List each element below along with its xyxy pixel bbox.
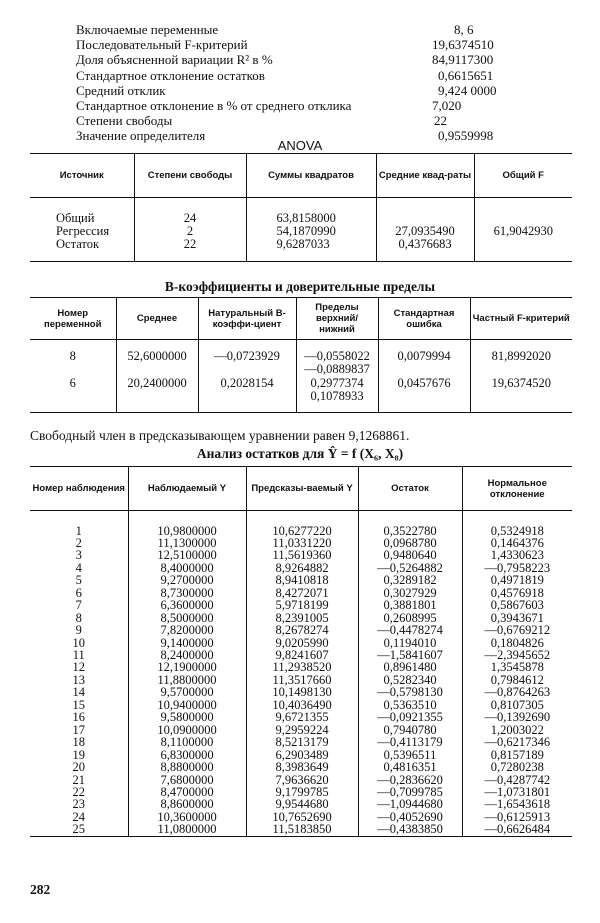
res-normal: —2,3945652 — [462, 649, 572, 661]
res-residual: —0,4478274 — [358, 624, 462, 636]
res-predicted: 8,4272071 — [246, 587, 358, 599]
res-predicted: 8,9264882 — [246, 562, 358, 574]
anova-df: 22 — [134, 238, 246, 262]
res-normal: —0,4287742 — [462, 774, 572, 786]
table-row — [30, 377, 572, 413]
res-predicted: 9,0205990 — [246, 637, 358, 649]
bcoef-se: 0,0457676 — [378, 377, 470, 413]
summary-stats — [76, 22, 546, 144]
bcoef-num: 8 — [30, 350, 116, 377]
res-observed: 9,5700000 — [128, 686, 246, 698]
res-normal: 0,4576918 — [462, 587, 572, 599]
anova-f — [474, 238, 572, 262]
res-obs: 21 — [30, 774, 128, 786]
res-residual: 0,3881801 — [358, 599, 462, 611]
res-predicted: 6,2903489 — [246, 749, 358, 761]
res-residual: 0,5363510 — [358, 699, 462, 711]
stat-value: 7,020 — [432, 97, 462, 113]
res-observed: 8,5000000 — [128, 612, 246, 624]
res-normal: 0,5324918 — [462, 525, 572, 537]
bcoef-f: 19,6374520 — [470, 377, 572, 413]
res-obs: 10 — [30, 637, 128, 649]
res-residual: —0,5264882 — [358, 562, 462, 574]
res-residual: 0,9480640 — [358, 549, 462, 561]
anova-source: Регрессия — [30, 225, 134, 238]
res-observed: 12,5100000 — [128, 549, 246, 561]
anova-ms: 0,4376683 — [376, 238, 474, 262]
res-predicted: 11,5183850 — [246, 823, 358, 836]
anova-ss: 54,1870990 — [246, 225, 376, 238]
anova-header-df: Степени свободы — [134, 154, 246, 198]
table-row — [30, 823, 572, 836]
table-row — [30, 574, 572, 586]
stat-label: Стандартное отклонение в % от среднего отклика — [76, 97, 352, 113]
res-obs: 25 — [30, 823, 128, 836]
res-predicted: 11,3517660 — [246, 674, 358, 686]
res-residual: —0,4052690 — [358, 811, 462, 823]
res-normal: 0,1804826 — [462, 637, 572, 649]
res-predicted: 8,2391005 — [246, 612, 358, 624]
stat-label: Значение определителя — [76, 128, 206, 144]
res-normal: —0,6125913 — [462, 811, 572, 823]
res-observed: 11,1300000 — [128, 537, 246, 549]
res-predicted: 7,9636620 — [246, 774, 358, 786]
anova-f — [474, 212, 572, 225]
anova-df: 24 — [134, 212, 246, 225]
residuals-title: Анализ остатков для Ŷ = f (X₆, X₈) — [196, 446, 404, 461]
stat-row — [76, 52, 546, 67]
res-predicted: 10,7652690 — [246, 811, 358, 823]
bcoef-coef: 0,2028154 — [198, 377, 296, 413]
res-obs: 5 — [30, 574, 128, 586]
res-residual: 0,5282340 — [358, 674, 462, 686]
bcoef-header-limits: Пределы верхний/нижний — [296, 298, 378, 340]
res-observed: 6,8300000 — [128, 749, 246, 761]
res-observed: 10,0900000 — [128, 724, 246, 736]
table-row — [30, 736, 572, 748]
table-row — [30, 761, 572, 773]
anova-header-f: Общий F — [474, 154, 572, 198]
anova-ms: 27,0935490 — [376, 225, 474, 238]
stat-row — [76, 68, 546, 83]
res-obs: 23 — [30, 798, 128, 810]
res-predicted: 11,0331220 — [246, 537, 358, 549]
res-obs: 1 — [30, 525, 128, 537]
res-obs: 12 — [30, 661, 128, 673]
stat-label: Стандартное отклонение остатков — [76, 67, 265, 83]
res-predicted: 11,5619360 — [246, 549, 358, 561]
bcoef-lower: 0,1078933 — [310, 389, 364, 403]
anova-ms — [376, 212, 474, 225]
res-residual: 0,3027929 — [358, 587, 462, 599]
bcoef-header-mean: Среднее — [116, 298, 198, 340]
stat-row — [76, 37, 546, 52]
table-row — [30, 212, 572, 225]
bcoef-header-f: Частный F-критерий — [470, 298, 572, 340]
table-row — [30, 711, 572, 723]
anova-df: 2 — [134, 225, 246, 238]
res-residual: 0,3289182 — [358, 574, 462, 586]
res-residual: 0,7940780 — [358, 724, 462, 736]
bcoef-f: 81,8992020 — [470, 350, 572, 377]
res-normal: —0,1392690 — [462, 711, 572, 723]
res-residual: 0,5396511 — [358, 749, 462, 761]
res-predicted: 8,9410818 — [246, 574, 358, 586]
res-residual: —0,4383850 — [358, 823, 462, 836]
res-obs: 2 — [30, 537, 128, 549]
res-residual: 0,3522780 — [358, 525, 462, 537]
res-normal: —0,6769212 — [462, 624, 572, 636]
stat-value: 22 — [434, 113, 447, 129]
anova-ss: 63,8158000 — [246, 212, 376, 225]
stat-row — [76, 83, 546, 98]
res-observed: 8,4000000 — [128, 562, 246, 574]
stat-value: 0,6615651 — [438, 67, 494, 83]
res-normal: 0,5867603 — [462, 599, 572, 611]
table-row — [30, 350, 572, 377]
res-observed: 6,3600000 — [128, 599, 246, 611]
res-header-obs: Номер наблюдения — [30, 467, 128, 511]
res-residual: 0,4816351 — [358, 761, 462, 773]
stat-label: Последовательный F-критерий — [76, 37, 248, 53]
residuals-table — [30, 466, 572, 837]
res-residual: —1,0944680 — [358, 798, 462, 810]
res-residual: —0,0921355 — [358, 711, 462, 723]
bcoef-coef: —0,0723929 — [198, 350, 296, 377]
res-header-observed: Наблюдаемый Y — [128, 467, 246, 511]
res-normal: —1,6543618 — [462, 798, 572, 810]
res-normal: —0,6217346 — [462, 736, 572, 748]
res-normal: —0,7958223 — [462, 562, 572, 574]
res-predicted: 10,1498130 — [246, 686, 358, 698]
anova-table — [30, 153, 572, 262]
stat-value: 0,9559998 — [438, 128, 494, 144]
res-obs: 3 — [30, 549, 128, 561]
res-normal: 0,7280238 — [462, 761, 572, 773]
res-observed: 9,5800000 — [128, 711, 246, 723]
res-predicted: 5,9718199 — [246, 599, 358, 611]
res-observed: 8,2400000 — [128, 649, 246, 661]
res-observed: 10,9800000 — [128, 525, 246, 537]
res-observed: 7,8200000 — [128, 624, 246, 636]
bcoef-mean: 52,6000000 — [116, 350, 198, 377]
res-observed: 10,9400000 — [128, 699, 246, 711]
res-normal: 1,2003022 — [462, 724, 572, 736]
bcoef-header-num: Номер переменной — [30, 298, 116, 340]
bcoef-table — [30, 297, 572, 413]
bcoef-title: B-коэффициенты и доверительные пределы — [164, 279, 436, 294]
bcoef-mean: 20,2400000 — [116, 377, 198, 413]
stat-value: 84,9117300 — [432, 52, 494, 68]
anova-header-source: Источник — [30, 154, 134, 198]
res-normal: —1,0731801 — [462, 786, 572, 798]
res-obs: 9 — [30, 624, 128, 636]
res-predicted: 8,3983649 — [246, 761, 358, 773]
table-row — [30, 225, 572, 238]
res-predicted: 8,2678274 — [246, 624, 358, 636]
res-obs: 6 — [30, 587, 128, 599]
res-observed: 8,1100000 — [128, 736, 246, 748]
bcoef-limits — [296, 377, 378, 413]
res-normal: 0,4971819 — [462, 574, 572, 586]
res-residual: 0,8961480 — [358, 661, 462, 673]
res-obs: 7 — [30, 599, 128, 611]
stat-row — [76, 113, 546, 128]
res-predicted: 8,5213179 — [246, 736, 358, 748]
res-observed: 8,8800000 — [128, 761, 246, 773]
res-normal: 0,7984612 — [462, 674, 572, 686]
anova-ss: 9,6287033 — [246, 238, 376, 262]
res-residual: —0,2836620 — [358, 774, 462, 786]
res-predicted: 9,2959224 — [246, 724, 358, 736]
res-normal: 0,8157189 — [462, 749, 572, 761]
res-obs: 8 — [30, 612, 128, 624]
res-predicted: 9,6721355 — [246, 711, 358, 723]
res-obs: 14 — [30, 686, 128, 698]
residuals-body — [30, 511, 572, 837]
res-residual: 0,0968780 — [358, 537, 462, 549]
bcoef-lower: —0,0889837 — [304, 362, 370, 376]
anova-source: Остаток — [30, 238, 134, 262]
page-number: 282 — [30, 882, 51, 897]
res-observed: 9,1400000 — [128, 637, 246, 649]
res-predicted: 9,1799785 — [246, 786, 358, 798]
res-residual: —0,4113179 — [358, 736, 462, 748]
res-normal: 0,1464376 — [462, 537, 572, 549]
res-observed: 7,6800000 — [128, 774, 246, 786]
res-observed: 8,7300000 — [128, 587, 246, 599]
bcoef-header-coef: Натуральный B-коэффи-циент — [198, 298, 296, 340]
res-observed: 9,2700000 — [128, 574, 246, 586]
res-obs: 18 — [30, 736, 128, 748]
stat-row — [76, 98, 546, 113]
res-header-residual: Остаток — [358, 467, 462, 511]
stat-row — [76, 22, 546, 37]
res-header-normal: Нормальное отклонение — [462, 467, 572, 511]
bcoef-header-se: Стандартная ошибка — [378, 298, 470, 340]
res-observed: 8,4700000 — [128, 786, 246, 798]
res-residual: —0,7099785 — [358, 786, 462, 798]
res-obs: 16 — [30, 711, 128, 723]
table-row — [30, 624, 572, 636]
bcoef-num: 6 — [30, 377, 116, 413]
res-residual: 0,1194010 — [358, 637, 462, 649]
res-obs: 19 — [30, 749, 128, 761]
bcoef-upper: 0,2977374 — [310, 375, 364, 390]
res-normal: 1,4330623 — [462, 549, 572, 561]
bcoef-se: 0,0079994 — [378, 350, 470, 377]
stat-label: Степени свободы — [76, 113, 173, 129]
res-observed: 8,8600000 — [128, 798, 246, 810]
table-row — [30, 686, 572, 698]
res-residual: —0,5798130 — [358, 686, 462, 698]
res-predicted: 9,9544680 — [246, 798, 358, 810]
anova-header-ms: Средние квад-раты — [376, 154, 474, 198]
res-obs: 15 — [30, 699, 128, 711]
res-header-predicted: Предсказы-ваемый Y — [246, 467, 358, 511]
res-predicted: 11,2938520 — [246, 661, 358, 673]
res-obs: 13 — [30, 674, 128, 686]
table-row — [30, 549, 572, 561]
res-observed: 10,3600000 — [128, 811, 246, 823]
res-normal: 0,3943671 — [462, 612, 572, 624]
bcoef-limits — [296, 350, 378, 377]
intercept-text: Свободный член в предсказывающем уравнении равен 9,1268861. — [30, 428, 410, 443]
res-observed: 12,1900000 — [128, 661, 246, 673]
res-predicted: 10,4036490 — [246, 699, 358, 711]
stat-label: Средний отклик — [76, 82, 166, 98]
stat-value: 8, 6 — [454, 22, 474, 37]
stat-value: 19,6374510 — [432, 37, 494, 53]
res-observed: 11,0800000 — [128, 823, 246, 836]
anova-source: Общий — [30, 212, 134, 225]
res-obs: 24 — [30, 811, 128, 823]
res-normal: —0,8764263 — [462, 686, 572, 698]
stat-value: 9,424 0000 — [438, 82, 497, 98]
res-obs: 11 — [30, 649, 128, 661]
res-residual: 0,2608995 — [358, 612, 462, 624]
res-obs: 22 — [30, 786, 128, 798]
res-predicted: 9,8241607 — [246, 649, 358, 661]
res-residual: —1,5841607 — [358, 649, 462, 661]
res-obs: 17 — [30, 724, 128, 736]
bcoef-upper: —0,0558022 — [304, 348, 370, 363]
res-obs: 4 — [30, 562, 128, 574]
anova-title: ANOVA — [277, 138, 323, 153]
res-predicted: 10,6277220 — [246, 525, 358, 537]
table-row — [30, 238, 572, 262]
res-normal: 1,3545878 — [462, 661, 572, 673]
table-row — [30, 599, 572, 611]
res-observed: 11,8800000 — [128, 674, 246, 686]
res-normal: —0,6626484 — [462, 823, 572, 836]
anova-f: 61,9042930 — [474, 225, 572, 238]
res-normal: 0,8107305 — [462, 699, 572, 711]
anova-header-ss: Суммы квадратов — [246, 154, 376, 198]
stat-label: Включаемые переменные — [76, 22, 219, 37]
res-obs: 20 — [30, 761, 128, 773]
stat-label: Доля объясненной вариации R² в % — [76, 52, 273, 68]
